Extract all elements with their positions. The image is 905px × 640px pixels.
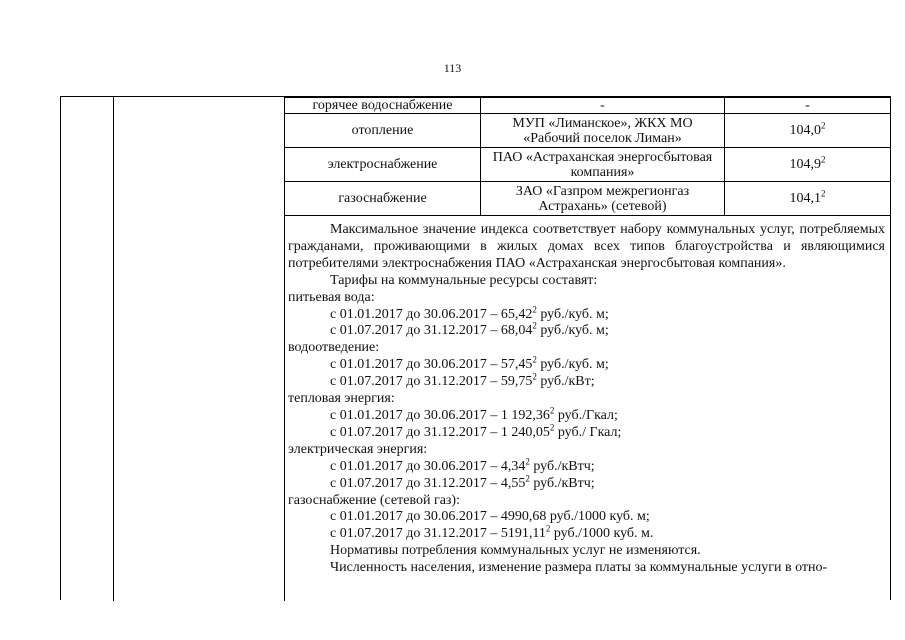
table-row bbox=[285, 182, 891, 216]
paragraph: Нормативы потребления коммунальных услуг не изменяются. bbox=[330, 543, 701, 559]
tariff-heading: водоотведение: bbox=[288, 340, 380, 356]
page-number: 113 bbox=[443, 61, 462, 75]
tariff-line: с 01.01.2017 до 30.06.2017 – 57,45$^2$ руб./куб. м; bbox=[330, 354, 609, 373]
index-value: 104,1$^2$ bbox=[725, 182, 891, 216]
paragraph: Максимальное значение индекса соответствует набору коммунальных услуг, потребляемых гражданами, проживающими в жилых домах всех типов благоустройства и являющимися потребителями электроснабжения ПАО «Астраханская энергосбытовая компания». bbox=[288, 222, 885, 271]
table-row bbox=[285, 114, 891, 148]
tariff-line: с 01.01.2017 до 30.06.2017 – 4990,68 руб./1000 куб. м; bbox=[330, 509, 650, 525]
service-name: горячее водоснабжение bbox=[285, 98, 481, 114]
tariff-line: с 01.07.2017 до 31.12.2017 – 68,04$^2$ руб./куб. м; bbox=[330, 320, 609, 339]
service-name: газоснабжение bbox=[285, 182, 481, 216]
table-row bbox=[285, 148, 891, 182]
tariff-line: с 01.01.2017 до 30.06.2017 – 1 192,36$^2$ руб./Гкал; bbox=[330, 405, 618, 423]
provider-name: ЗАО «Газпром межрегионгаз Астрахань» (сетевой) bbox=[481, 182, 725, 216]
service-name: отопление bbox=[285, 114, 481, 148]
tariff-heading: электрическая энергия: bbox=[288, 441, 428, 457]
table-row bbox=[285, 98, 891, 114]
tariff-heading: газоснабжение (сетевой газ): bbox=[288, 492, 460, 508]
tariff-line: с 01.01.2017 до 30.06.2017 – 65,42$^2$ руб./куб. м; bbox=[330, 303, 609, 322]
index-value: 104,0$^2$ bbox=[725, 114, 891, 148]
index-value: 104,9$^2$ bbox=[725, 148, 891, 182]
tariff-line: с 01.07.2017 до 31.12.2017 – 1 240,05$^2$ руб./ Гкал; bbox=[330, 422, 622, 440]
provider-name: ПАО «Астраханская энергосбытовая компания» bbox=[481, 148, 725, 182]
provider-name: - bbox=[481, 98, 725, 114]
body-text bbox=[284, 216, 891, 577]
column-divider bbox=[113, 97, 114, 601]
content-cell bbox=[284, 97, 891, 577]
paragraph: Тарифы на коммунальные ресурсы составят: bbox=[330, 272, 598, 288]
paragraph: Численность населения, изменение размера платы за коммунальные услуги в отно- bbox=[330, 560, 828, 576]
services-table bbox=[284, 97, 891, 216]
tariff-heading: тепловая энергия: bbox=[288, 391, 395, 407]
footnote-mark: 2 bbox=[821, 188, 826, 199]
index-value: - bbox=[725, 98, 891, 114]
footnote-mark: 2 bbox=[821, 154, 826, 165]
tariff-heading: питьевая вода: bbox=[288, 289, 375, 305]
tariff-line: с 01.07.2017 до 31.12.2017 – 5191,11$^2$ руб./1000 куб. м. bbox=[330, 523, 654, 542]
service-name: электроснабжение bbox=[285, 148, 481, 182]
tariff-line: с 01.07.2017 до 31.12.2017 – 4,55$^2$ руб./кВтч; bbox=[330, 472, 595, 491]
provider-name: МУП «Лиманское», ЖКХ МО «Рабочий поселок Лиман» bbox=[481, 114, 725, 148]
footnote-mark: 2 bbox=[821, 120, 826, 131]
tariff-line: с 01.01.2017 до 30.06.2017 – 4,34$^2$ руб./кВтч; bbox=[330, 456, 595, 474]
tariff-line: с 01.07.2017 до 31.12.2017 – 59,75$^2$ руб./кВт; bbox=[330, 371, 595, 390]
document-table-frame bbox=[60, 96, 891, 600]
